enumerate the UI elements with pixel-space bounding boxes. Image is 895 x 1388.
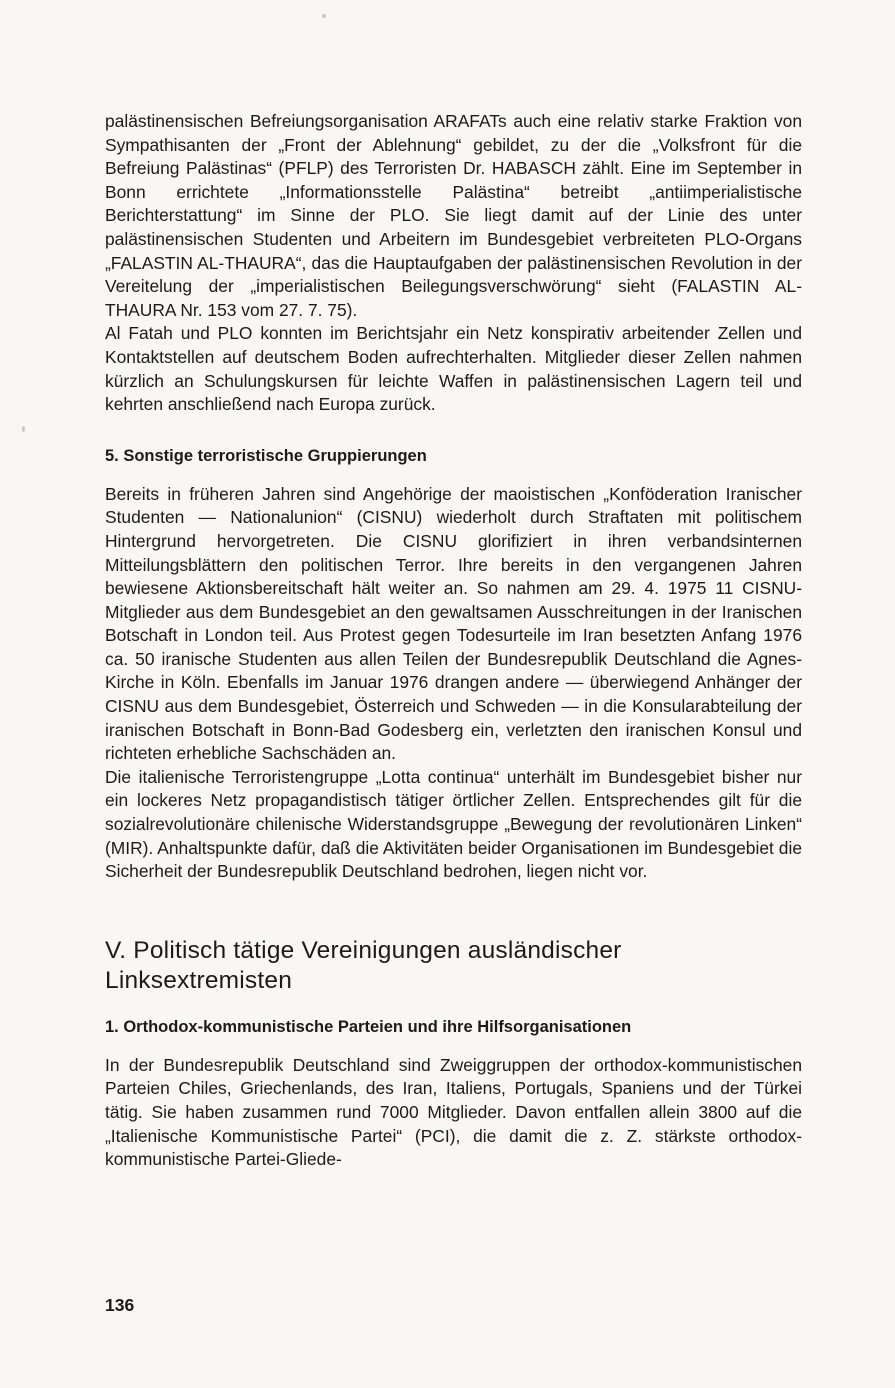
paragraph-cisnu: Bereits in früheren Jahren sind Angehörige der maoistischen „Konföderation Iranischer Studenten — Nationalunion“ (CISNU) wiederholt durch Straftaten mit politischem Hintergrund hervorgetreten. Die CISNU glorifiziert in ihren verbandsinternen Mitteilungsblättern den politischen Terror. Ihre bereits in den vergangenen Jahren bewiesene Aktionsbereitschaft hält weiter an. So nahmen am 29. 4. 1975 11 CISNU-Mitglieder aus dem Bundesgebiet an den gewaltsamen Ausschreitungen in der Iranischen Botschaft in London teil. Aus Protest gegen Todesurteile im Iran besetzten Anfang 1976 ca. 50 iranische Studenten aus allen Teilen der Bundesrepublik Deutschland die Agnes-Kirche in Köln. Ebenfalls im Januar 1976 drangen andere — überwiegend Anhänger der CISNU aus dem Bundesgebiet, Österreich und Schweden — in die Konsularabteilung der iranischen Botschaft in Bonn-Bad Godesberg ein, verletzten den iranischen Konsul und richteten erhebliche Sachschäden an. xyxy=(105,483,802,764)
section-heading-other-terrorist-groups: 5. Sonstige terroristische Gruppierungen xyxy=(105,446,427,465)
text-column xyxy=(105,110,802,1172)
paragraph-plo-continued: palästinensischen Befreiungsorganisation ARAFATs auch eine relativ starke Fraktion von Sympathisanten der „Front der Ablehnung“ gebildet, zu der die „Volksfront für die Befreiung Palästinas“ (PFLP) des Terroristen Dr. HABASCH zählt. Eine im September in Bonn errichtete „Informationsstelle Palästina“ betreibt „antiimperialistische Berichterstattung“ im Sinne der PLO. Sie liegt damit auf der Linie des unter palästinensischen Studenten und Arbeitern im Bundesgebiet verbreiteten PLO-Organs „FALASTIN AL-THAURA“, das die Hauptaufgaben der palästinensischen Revolution in der Vereitelung der „imperialistischen Beilegungsverschwörung“ sieht (FALASTIN AL-THAURA Nr. 153 vom 27. 7. 75). xyxy=(105,111,802,320)
paragraph-lotta-continua: Die italienische Terroristengruppe „Lotta continua“ unterhält im Bundesgebiet bisher nur ein lockeres Netz propagandistisch tätiger örtlicher Zellen. Entsprechendes gilt für die sozialrevolutionäre chilenische Widerstandsgruppe „Bewegung der revolutionären Linken“ (MIR). Anhaltspunkte dafür, daß die Aktivitäten beider Organisationen im Bundesgebiet die Sicherheit der Bundesrepublik Deutschland bedrohen, liegen nicht vor. xyxy=(105,766,802,882)
page-number: 136 xyxy=(105,1295,135,1315)
paragraph-fatah-cells: Al Fatah und PLO konnten im Berichtsjahr ein Netz konspirativ arbeitender Zellen und Kontaktstellen auf deutschem Boden aufrechterhalten. Mitglieder dieser Zellen nahmen kürzlich an Schulungskursen für leichte Waffen in palästinensischen Lagern teil und kehrten anschließend nach Europa zurück. xyxy=(105,323,802,415)
section-heading-orthodox-communist-parties: 1. Orthodox-kommunistische Parteien und ihre Hilfsorganisationen xyxy=(105,1017,632,1036)
scan-speck xyxy=(322,14,326,18)
scan-speck xyxy=(22,426,25,432)
chapter-title: V. Politisch tätige Vereinigungen ausländischer Linksextremisten xyxy=(105,936,622,994)
paragraph-branch-groups: In der Bundesrepublik Deutschland sind Zweiggruppen der orthodox-kommunistischen Parteien Chiles, Griechenlands, des Iran, Italiens, Portugals, Spaniens und der Türkei tätig. Sie haben zusammen rund 7000 Mitglieder. Davon entfallen allein 3800 auf die „Italienische Kommunistische Partei“ (PCI), die damit die z. Z. stärkste orthodox-kommunistische Partei-Gliede- xyxy=(105,1054,802,1170)
